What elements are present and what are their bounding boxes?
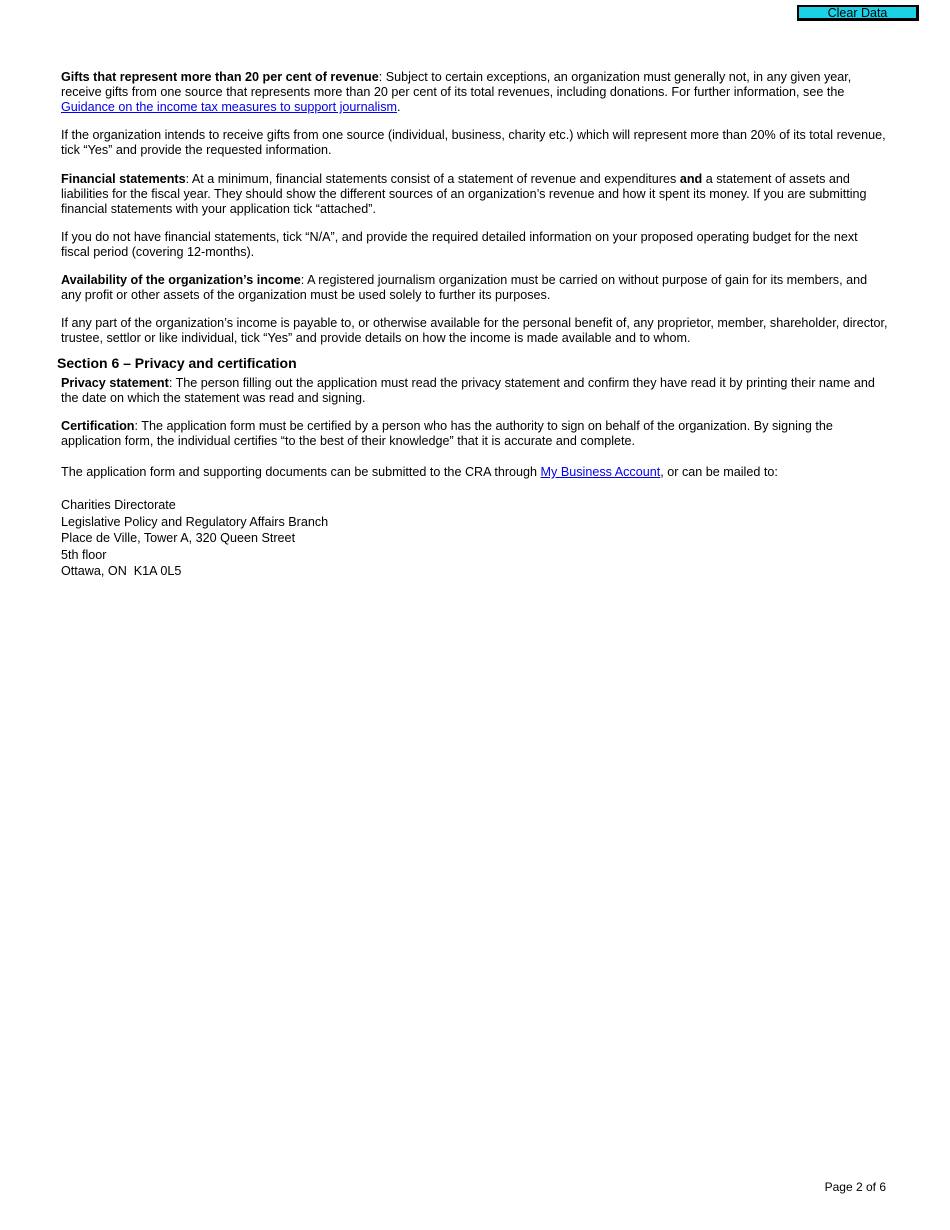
submit-text: The application form and supporting documents can be submitted to the CRA through — [61, 465, 541, 479]
address-line: Place de Ville, Tower A, 320 Queen Street — [61, 531, 296, 545]
address-line: 5th floor — [61, 547, 107, 562]
financial-heading: Financial statements — [61, 172, 186, 186]
certification-paragraph — [61, 419, 889, 449]
privacy-paragraph — [61, 376, 889, 406]
section-6-title: Section 6 – Privacy and certification — [57, 355, 297, 371]
availability-text: : A registered journalism organization must be carried on without purpose of gain for its members, and any profit or other assets of the organization must be used solely to further its purposes. — [61, 273, 868, 302]
gifts-end: . — [397, 100, 401, 114]
availability-paragraph — [61, 273, 889, 303]
address-line: Legislative Policy and Regulatory Affairs Branch — [61, 514, 329, 529]
availability-heading: Availability of the organization’s income — [61, 273, 301, 287]
financial-and: and — [679, 172, 703, 186]
financial-text2: a statement of assets and liabilities for the fiscal year. They should show the different sources of an organization’s revenue and how it spent its money. If you are submitting financial statements with your application tick “attached”. — [61, 172, 867, 216]
page-number: Page 2 of 6 — [824, 1180, 886, 1194]
gifts-text: : Subject to certain exceptions, an organization must generally not, in any given year, receive gifts from one source that represents more than 20 per cent of its total revenues, including donations. For further information, see the — [61, 70, 852, 99]
gifts-paragraph — [61, 70, 889, 115]
submit-end: , or can be mailed to: — [660, 465, 778, 479]
submit-paragraph — [61, 465, 889, 480]
address-line: Charities Directorate — [61, 498, 176, 512]
my-business-account-link[interactable]: My Business Account — [540, 465, 661, 479]
financial-na-paragraph: If you do not have financial statements, tick “N/A”, and provide the required detailed information on your proposed operating budget for the next fiscal period (covering 12-months). — [61, 230, 858, 259]
mailing-address — [61, 497, 328, 580]
certification-text: : The application form must be certified by a person who has the authority to sign on behalf of the organization. By signing the application form, the individual certifies “to the best of their knowledge” that it is accurate and complete. — [61, 419, 833, 448]
financial-paragraph — [61, 172, 889, 217]
address-line: Ottawa, ON K1A 0L5 — [61, 564, 182, 578]
privacy-heading: Privacy statement — [61, 376, 169, 390]
privacy-text: : The person filling out the application must read the privacy statement and confirm they have read it by printing their name and the date on which the statement was read and signing. — [61, 376, 875, 405]
clear-data-button[interactable]: Clear Data — [797, 5, 919, 21]
availability-tick-paragraph: If any part of the organization’s income is payable to, or otherwise available for the personal benefit of, any proprietor, member, shareholder, director, trustee, settlor or like individual, tick “Yes” and provide details on how the income is made available and to whom. — [61, 316, 888, 345]
certification-heading: Certification — [61, 419, 135, 433]
gifts-tick-paragraph: If the organization intends to receive gifts from one source (individual, business, charity etc.) which will represent more than 20% of its total revenue, tick “Yes” and provide the requested information. — [61, 128, 886, 157]
gifts-heading: Gifts that represent more than 20 per cent of revenue — [61, 70, 379, 84]
journalism-guidance-link[interactable]: Guidance on the income tax measures to support journalism — [61, 100, 398, 114]
financial-text1: : At a minimum, financial statements consist of a statement of revenue and expenditures — [185, 172, 680, 186]
